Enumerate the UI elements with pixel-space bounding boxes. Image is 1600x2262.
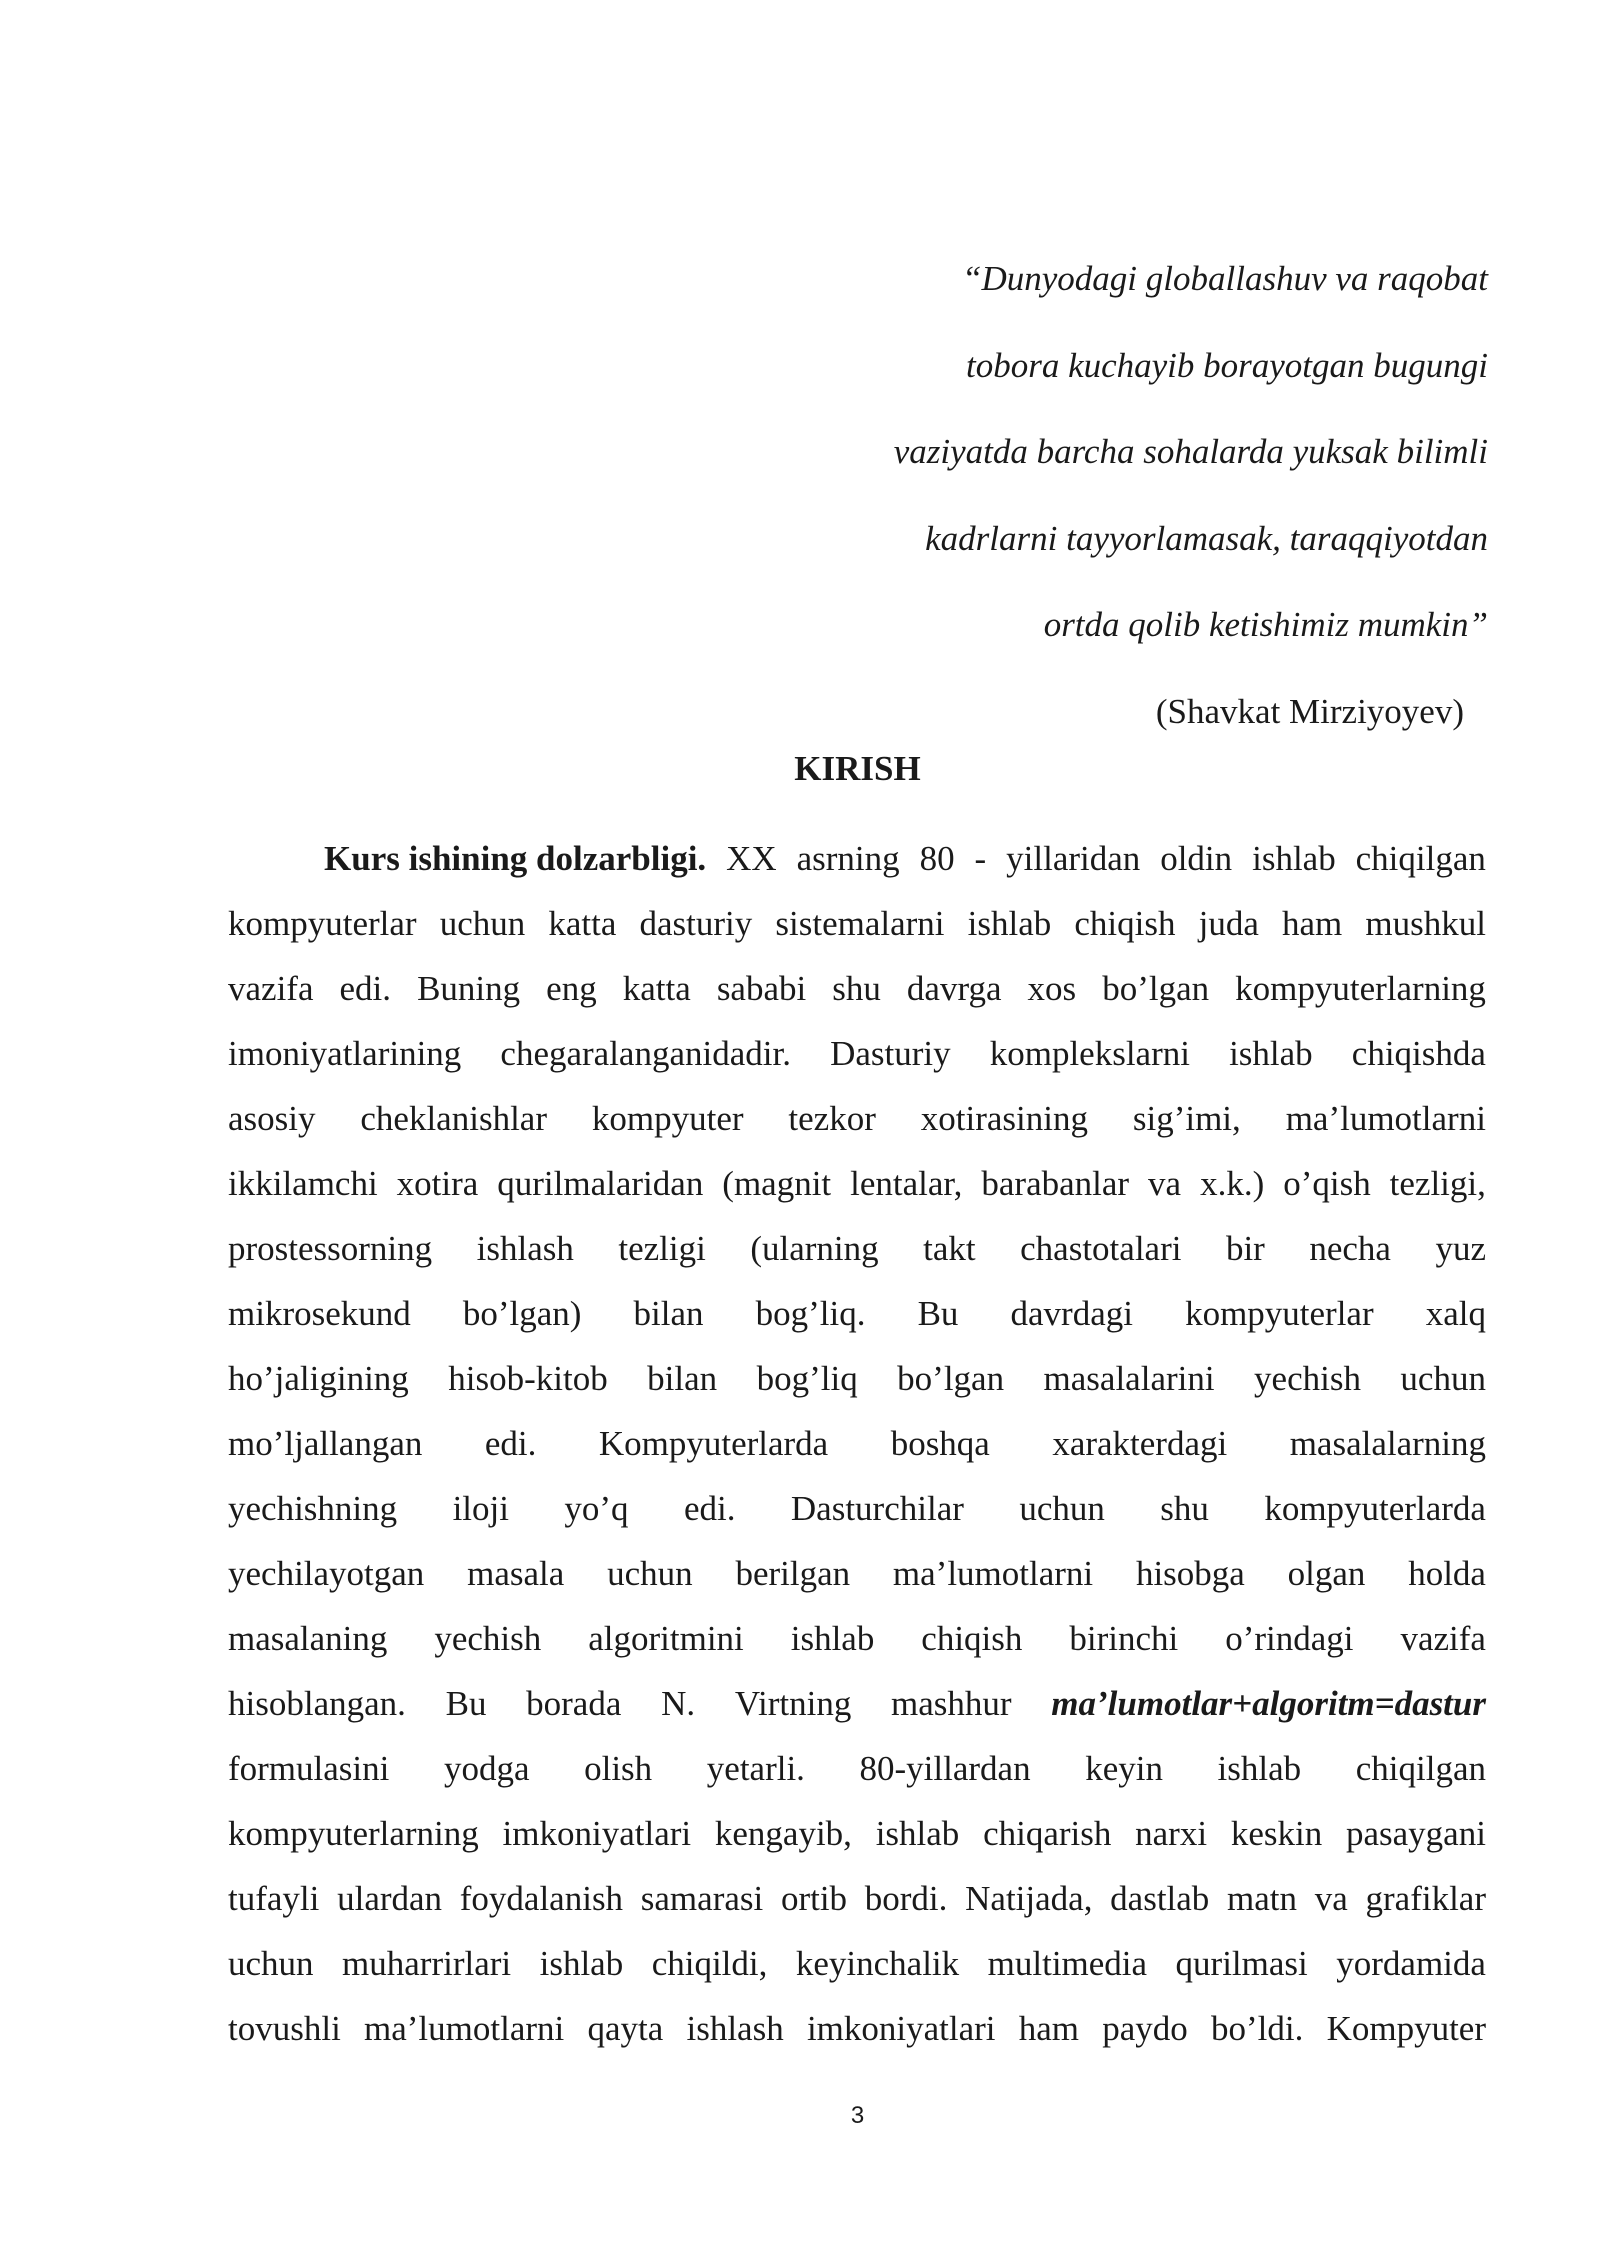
word: birinchi bbox=[1069, 1619, 1179, 1658]
word: ham bbox=[1018, 2009, 1079, 2048]
word: prostessorning bbox=[228, 1229, 433, 1268]
word: chiqish bbox=[1074, 904, 1176, 943]
word: davrga bbox=[906, 969, 1002, 1008]
word: xos bbox=[1027, 969, 1077, 1008]
word: chiqilgan bbox=[1355, 839, 1486, 878]
word: sig’imi, bbox=[1132, 1099, 1241, 1138]
word: 80 bbox=[919, 839, 955, 878]
word: pasaygani bbox=[1345, 1814, 1486, 1853]
word: algoritmini bbox=[588, 1619, 744, 1658]
word: asrning bbox=[796, 839, 900, 878]
word: kompyuterlar bbox=[1185, 1294, 1374, 1333]
paragraph-line bbox=[228, 1996, 1486, 2061]
word: tufayli bbox=[228, 1879, 320, 1918]
epigraph-line: ortda qolib ketishimiz mumkin” bbox=[1043, 605, 1488, 644]
word: - bbox=[974, 839, 987, 878]
word: o’rindagi bbox=[1225, 1619, 1354, 1658]
paragraph-line bbox=[228, 1866, 1486, 1931]
word: hisob-kitob bbox=[448, 1359, 608, 1398]
word: edi. bbox=[339, 969, 392, 1008]
word: bog’liq. bbox=[755, 1294, 866, 1333]
word: ma’lumotlarni bbox=[364, 2009, 565, 2048]
word: uchun bbox=[1400, 1359, 1486, 1398]
word: bo’lgan bbox=[897, 1359, 1005, 1398]
word: yechilayotgan bbox=[228, 1554, 425, 1593]
word: uchun bbox=[228, 1944, 314, 1983]
word: shu bbox=[832, 969, 881, 1008]
word: N. bbox=[661, 1684, 696, 1723]
word: berilgan bbox=[735, 1554, 851, 1593]
word: matn bbox=[1227, 1879, 1298, 1918]
word: masalalarini bbox=[1043, 1359, 1215, 1398]
word: tezligi bbox=[618, 1229, 706, 1268]
word: kompyuterlarning bbox=[228, 1814, 479, 1853]
word: bilan bbox=[647, 1359, 718, 1398]
word: yodga bbox=[443, 1749, 530, 1788]
word: va bbox=[1314, 1879, 1348, 1918]
word: XX bbox=[726, 839, 777, 878]
word: bilan bbox=[633, 1294, 704, 1333]
word: ishlab bbox=[967, 904, 1052, 943]
word: uchun bbox=[439, 904, 526, 943]
word: Dasturchilar bbox=[790, 1489, 964, 1528]
word: ishlab bbox=[1229, 1034, 1313, 1073]
word: yetarli. bbox=[706, 1749, 805, 1788]
word: yechishning bbox=[228, 1489, 398, 1528]
word: mo’ljallangan bbox=[228, 1424, 423, 1463]
word: katta bbox=[622, 969, 691, 1008]
word: keyin bbox=[1085, 1749, 1163, 1788]
word: xotira bbox=[396, 1164, 479, 1203]
paragraph-line bbox=[228, 1021, 1486, 1086]
word: ortib bbox=[780, 1879, 848, 1918]
word: davrdagi bbox=[1010, 1294, 1133, 1333]
word: Natijada, bbox=[965, 1879, 1093, 1918]
body-paragraph bbox=[228, 826, 1486, 2061]
word: Dasturiy bbox=[830, 1034, 951, 1073]
word: uchun bbox=[607, 1554, 693, 1593]
paragraph-line bbox=[228, 1281, 1486, 1346]
epigraph-line: “Dunyodagi globallashuv va raqobat bbox=[962, 259, 1488, 298]
word: asosiy bbox=[228, 1099, 316, 1138]
word: chegaralanganidadir. bbox=[500, 1034, 791, 1073]
paragraph-line bbox=[228, 1671, 1486, 1736]
word: va bbox=[1148, 1164, 1182, 1203]
word: ham bbox=[1282, 904, 1343, 943]
word: o’qish bbox=[1283, 1164, 1371, 1203]
word: imoniyatlarining bbox=[228, 1034, 462, 1073]
paragraph-line bbox=[228, 1736, 1486, 1801]
word: 80-yillardan bbox=[859, 1749, 1031, 1788]
word: Buning bbox=[417, 969, 521, 1008]
word: masalaning bbox=[228, 1619, 388, 1658]
word: shu bbox=[1160, 1489, 1209, 1528]
word: mashhur bbox=[891, 1684, 1012, 1723]
word: chiqilgan bbox=[1355, 1749, 1486, 1788]
word: juda bbox=[1198, 904, 1259, 943]
word: Kompyuter bbox=[1326, 2009, 1486, 2048]
word: cheklanishlar bbox=[360, 1099, 547, 1138]
word: x.k.) bbox=[1200, 1164, 1265, 1203]
paragraph-lead-heading: Kurs ishining dolzarbligi. bbox=[324, 839, 707, 878]
word: olgan bbox=[1287, 1554, 1366, 1593]
word: edi. bbox=[484, 1424, 537, 1463]
paragraph-line bbox=[228, 1931, 1486, 1996]
word: muharrirlari bbox=[342, 1944, 512, 1983]
word: paydo bbox=[1102, 2009, 1188, 2048]
word: (ularning bbox=[750, 1229, 879, 1268]
page-number: 3 bbox=[850, 2102, 865, 2129]
word: ma’lumotlarni bbox=[892, 1554, 1094, 1593]
word: komplekslarni bbox=[989, 1034, 1190, 1073]
word: iloji bbox=[452, 1489, 509, 1528]
word: sistemalarni bbox=[775, 904, 945, 943]
word: (magnit bbox=[722, 1164, 832, 1203]
word: ishlab bbox=[539, 1944, 624, 1983]
word: yuz bbox=[1435, 1229, 1486, 1268]
word: chiqarish bbox=[983, 1814, 1112, 1853]
word: ishlab bbox=[875, 1814, 960, 1853]
word: keskin bbox=[1230, 1814, 1323, 1853]
word: vazifa bbox=[1400, 1619, 1486, 1658]
word: bordi. bbox=[864, 1879, 948, 1918]
word: xalq bbox=[1425, 1294, 1486, 1333]
word: uchun bbox=[1019, 1489, 1105, 1528]
paragraph-line bbox=[228, 1411, 1486, 1476]
paragraph-line bbox=[228, 1346, 1486, 1411]
word: kompyuterlarning bbox=[1235, 969, 1486, 1008]
paragraph-line bbox=[228, 1476, 1486, 1541]
word: ishlash bbox=[686, 2009, 784, 2048]
word: oldin bbox=[1160, 839, 1233, 878]
word: masalalarning bbox=[1289, 1424, 1486, 1463]
word: ishlab bbox=[1217, 1749, 1302, 1788]
paragraph-line bbox=[228, 956, 1486, 1021]
epigraph-line: vaziyatda barcha sohalarda yuksak bilimli bbox=[893, 432, 1488, 471]
word: tovushli bbox=[228, 2009, 341, 2048]
word: dastlab bbox=[1110, 1879, 1210, 1918]
word: ikkilamchi bbox=[228, 1164, 378, 1203]
word: foydalanish bbox=[459, 1879, 624, 1918]
epigraph-line: tobora kuchayib borayotgan bugungi bbox=[965, 345, 1488, 385]
word: yo’q bbox=[564, 1489, 629, 1528]
word: chastotalari bbox=[1020, 1229, 1182, 1268]
word: samarasi bbox=[640, 1879, 764, 1918]
word: Bu bbox=[445, 1684, 487, 1723]
word: bir bbox=[1225, 1229, 1265, 1268]
word: qurilmalaridan bbox=[497, 1164, 704, 1203]
paragraph-line bbox=[228, 891, 1486, 956]
word: takt bbox=[923, 1229, 976, 1268]
word: holda bbox=[1408, 1554, 1486, 1593]
word: olish bbox=[584, 1749, 653, 1788]
word: tezligi, bbox=[1389, 1164, 1486, 1203]
word: chiqishda bbox=[1351, 1034, 1486, 1073]
word: kompyuter bbox=[591, 1099, 744, 1138]
word: eng bbox=[546, 969, 597, 1008]
word: bo’lgan) bbox=[462, 1294, 582, 1333]
word: mikrosekund bbox=[228, 1294, 411, 1333]
word: imkoniyatlari bbox=[806, 2009, 996, 2048]
word: xarakterdagi bbox=[1052, 1424, 1228, 1463]
word: mushkul bbox=[1365, 904, 1486, 943]
word: narxi bbox=[1135, 1814, 1208, 1853]
paragraph-line bbox=[228, 1801, 1486, 1866]
paragraph-line bbox=[228, 1606, 1486, 1671]
word: ishlash bbox=[476, 1229, 574, 1268]
word: qurilmasi bbox=[1175, 1944, 1308, 1983]
word: necha bbox=[1309, 1229, 1391, 1268]
epigraph-author: (Shavkat Mirziyoyev) bbox=[1155, 691, 1464, 731]
word: yechish bbox=[434, 1619, 542, 1658]
paragraph-line bbox=[228, 1216, 1486, 1281]
word: kompyuterlarda bbox=[1264, 1489, 1486, 1528]
word: kompyuterlar bbox=[228, 904, 417, 943]
word: qayta bbox=[587, 2009, 664, 2048]
word: ishlab bbox=[1252, 839, 1336, 878]
word: hisobga bbox=[1135, 1554, 1245, 1593]
word: ulardan bbox=[337, 1879, 443, 1918]
word: bo’lgan bbox=[1102, 969, 1210, 1008]
word: imkoniyatlari bbox=[502, 1814, 692, 1853]
word: formulasini bbox=[228, 1749, 390, 1788]
word: lentalar, bbox=[850, 1164, 963, 1203]
word: multimedia bbox=[987, 1944, 1148, 1983]
word: ishlab bbox=[790, 1619, 875, 1658]
paragraph-line bbox=[228, 826, 1486, 891]
word: Bu bbox=[917, 1294, 959, 1333]
word: tezkor bbox=[788, 1099, 876, 1138]
word: masala bbox=[467, 1554, 565, 1593]
paragraph-line bbox=[228, 1151, 1486, 1216]
word: chiqildi, bbox=[651, 1944, 768, 1983]
word: hisoblangan. bbox=[228, 1684, 406, 1723]
word: ma’lumotlarni bbox=[1285, 1099, 1486, 1138]
word: yechish bbox=[1254, 1359, 1361, 1398]
word: borada bbox=[526, 1684, 622, 1723]
word: Virtning bbox=[734, 1684, 852, 1723]
formula-emphasis: ma’lumotlar+algoritm=dastur bbox=[1051, 1684, 1486, 1723]
word: sababi bbox=[716, 969, 807, 1008]
word: dasturiy bbox=[639, 904, 753, 943]
word: ho’jaligining bbox=[228, 1359, 409, 1398]
word: katta bbox=[548, 904, 617, 943]
epigraph bbox=[788, 236, 1488, 755]
word: keyinchalik bbox=[795, 1944, 960, 1983]
word: Kompyuterlarda bbox=[598, 1424, 829, 1463]
word: barabanlar bbox=[981, 1164, 1130, 1203]
word: grafiklar bbox=[1365, 1879, 1486, 1918]
paragraph-line bbox=[228, 1541, 1486, 1606]
word: bo’ldi. bbox=[1210, 2009, 1304, 2048]
word: edi. bbox=[683, 1489, 736, 1528]
word: boshqa bbox=[890, 1424, 990, 1463]
section-title: KIRISH bbox=[794, 749, 921, 788]
word: yillaridan bbox=[1006, 839, 1141, 878]
word: yordamida bbox=[1336, 1944, 1486, 1983]
word: chiqish bbox=[921, 1619, 1023, 1658]
word: xotirasining bbox=[920, 1099, 1088, 1138]
word: vazifa bbox=[228, 969, 314, 1008]
word: bog’liq bbox=[756, 1359, 858, 1398]
paragraph-line bbox=[228, 1086, 1486, 1151]
word: kengayib, bbox=[714, 1814, 852, 1853]
epigraph-line: kadrlarni tayyorlamasak, taraqqiyotdan bbox=[925, 518, 1488, 558]
